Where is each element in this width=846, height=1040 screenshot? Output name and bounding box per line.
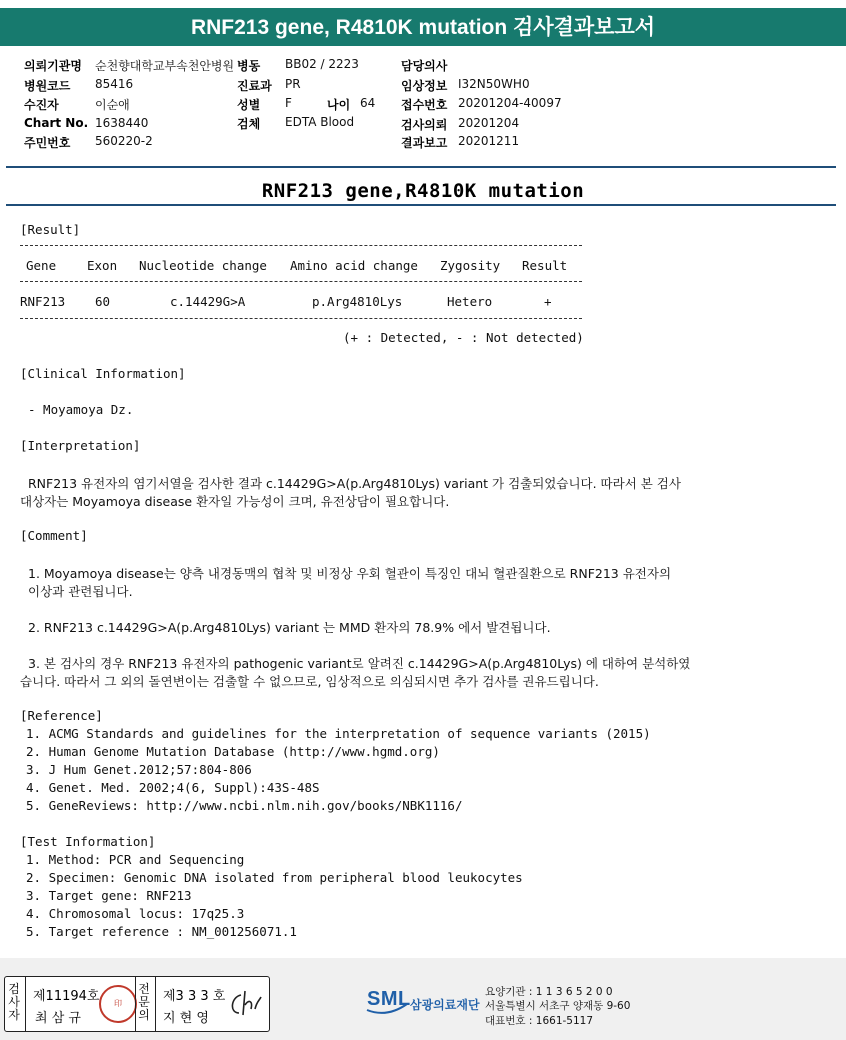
- test-info-heading: [Test Information]: [20, 834, 156, 849]
- comment-1a: 1. Moyamoya disease는 양측 내경동맥의 협착 및 비정상 우회 혈관이 특징인 대뇌 혈관질환으로 RNF213 유전자의: [28, 566, 672, 581]
- list-item: 4. Genet. Med. 2002;4(6, Suppl):43S-48S: [26, 780, 320, 795]
- col-gene: Gene: [26, 258, 57, 273]
- list-item: 1. ACMG Standards and guidelines for the interpretation of sequence variants (2015): [26, 726, 651, 741]
- result-legend: (+ : Detected, - : Not detected): [343, 330, 584, 345]
- comment-2: 2. RNF213 c.14429G>A(p.Arg4810Lys) variant 는 MMD 환자의 78.9% 에서 발견됩니다.: [28, 620, 551, 635]
- lab-label: 임상정보: [401, 79, 448, 93]
- cell-amino: p.Arg4810Lys: [312, 294, 403, 309]
- dept-value: PR: [285, 77, 301, 91]
- rrn-value: 560220-2: [95, 134, 153, 148]
- col-zygosity: Zygosity: [440, 258, 501, 273]
- expert-number: 제3 3 3 호: [163, 989, 226, 1004]
- logo-sml-text: SML: [367, 988, 411, 1010]
- chart-value: 1638440: [95, 116, 149, 130]
- table-divider: [20, 245, 582, 246]
- receipt-label: 접수번호: [401, 98, 448, 112]
- ward-value: BB02 / 2223: [285, 57, 359, 71]
- hospital-value: 순천향대학교부속천안병원: [95, 59, 235, 73]
- name-label: 수진자: [24, 98, 59, 112]
- request-label: 검사의뢰: [401, 118, 448, 132]
- list-item: 4. Chromosomal locus: 17q25.3: [26, 906, 245, 921]
- age-value: 64: [360, 96, 376, 110]
- comment-3b: 습니다. 따라서 그 외의 돌연변이는 검출할 수 없으므로, 임상적으로 의심되시면 추가 검사를 권유드립니다.: [20, 674, 599, 689]
- expert-name: 지 현 영: [163, 1011, 209, 1026]
- interpretation-heading: [Interpretation]: [20, 438, 141, 453]
- table-divider: [20, 281, 582, 282]
- reference-heading: [Reference]: [20, 708, 103, 723]
- list-item: 3. J Hum Genet.2012;57:804-806: [26, 762, 252, 777]
- list-item: 1. Method: PCR and Sequencing: [26, 852, 245, 867]
- interpretation-line1: RNF213 유전자의 염기서열을 검사한 결과 c.14429G>A(p.Arg4810Lys) variant 가 검출되었습니다. 따라서 본 검사: [28, 476, 681, 491]
- divider-top: [6, 166, 836, 168]
- chart-label: Chart No.: [24, 116, 89, 130]
- list-item: 5. GeneReviews: http://www.ncbi.nlm.nih.gov/books/NBK1116/: [26, 798, 463, 813]
- report-title: RNF213 gene,R4810K mutation: [261, 180, 585, 202]
- name-value: 이순애: [95, 98, 130, 112]
- clinical-text: - Moyamoya Dz.: [28, 402, 134, 417]
- code-label: 병원코드: [24, 79, 71, 93]
- col-amino: Amino acid change: [290, 258, 418, 273]
- request-value: 20201204: [458, 116, 520, 130]
- comment-heading: [Comment]: [20, 528, 88, 543]
- sex-value: F: [285, 96, 292, 110]
- list-item: 3. Target gene: RNF213: [26, 888, 192, 903]
- tester-name: 최 삼 규: [35, 1011, 81, 1026]
- code-value: 85416: [95, 77, 134, 91]
- institution-code: 요양기관 : 1 1 3 6 5 2 0 0: [485, 986, 613, 998]
- specimen-value: EDTA Blood: [285, 115, 355, 129]
- doctor-label: 담당의사: [401, 59, 448, 73]
- specimen-label: 검체: [237, 117, 261, 131]
- rrn-label: 주민번호: [24, 136, 71, 150]
- dept-label: 진료과: [237, 79, 272, 93]
- signature-box: [4, 976, 270, 1032]
- age-label: 나이: [327, 98, 351, 112]
- divider: [25, 977, 26, 1031]
- comment-3a: 3. 본 검사의 경우 RNF213 유전자의 pathogenic variant로 알려진 c.14429G>A(p.Arg4810Lys) 에 대하여 분석하였: [28, 656, 691, 671]
- clinical-heading: [Clinical Information]: [20, 366, 186, 381]
- ward-label: 병동: [237, 59, 261, 73]
- list-item: 5. Target reference : NM_001256071.1: [26, 924, 297, 939]
- signature-icon: [227, 987, 263, 1021]
- report-value: 20201211: [458, 134, 520, 148]
- col-exon: Exon: [87, 258, 118, 273]
- result-heading: [Result]: [20, 222, 81, 237]
- col-nucleotide: Nucleotide change: [139, 258, 267, 273]
- interpretation-line2: 대상자는 Moyamoya disease 환자일 가능성이 크며, 유전상담이 필요합니다.: [20, 494, 450, 509]
- tester-number: 제11194호: [33, 989, 100, 1004]
- col-result: Result: [522, 258, 568, 273]
- expert-label: 전문의: [138, 982, 150, 1022]
- logo-name-text: 삼광의료재단: [410, 998, 480, 1012]
- hospital-label: 의뢰기관명: [24, 59, 82, 73]
- list-item: 2. Human Genome Mutation Database (http://www.hgmd.org): [26, 744, 440, 759]
- report-header: RNF213 gene, R4810K mutation 검사결과보고서: [0, 8, 846, 46]
- receipt-value: 20201204-40097: [458, 96, 562, 110]
- institution-address: 서울특별시 서초구 양재동 9-60: [485, 1000, 631, 1012]
- comment-1b: 이상과 관련됩니다.: [28, 584, 133, 599]
- sex-label: 성별: [237, 98, 261, 112]
- tester-label: 검사자: [8, 982, 20, 1022]
- cell-zygosity: Hetero: [447, 294, 493, 309]
- divider: [155, 977, 156, 1031]
- institution-phone: 대표번호 : 1661-5117: [485, 1015, 594, 1027]
- report-label: 결과보고: [401, 136, 448, 150]
- cell-gene: RNF213: [20, 294, 66, 309]
- table-divider: [20, 318, 582, 319]
- seal-icon: 印: [99, 985, 137, 1023]
- lab-value: I32N50WH0: [458, 77, 530, 91]
- cell-nucleotide: c.14429G>A: [170, 294, 246, 309]
- cell-result: +: [544, 294, 552, 309]
- divider-title: [6, 204, 836, 206]
- divider: [135, 977, 136, 1031]
- cell-exon: 60: [95, 294, 111, 309]
- list-item: 2. Specimen: Genomic DNA isolated from peripheral blood leukocytes: [26, 870, 523, 885]
